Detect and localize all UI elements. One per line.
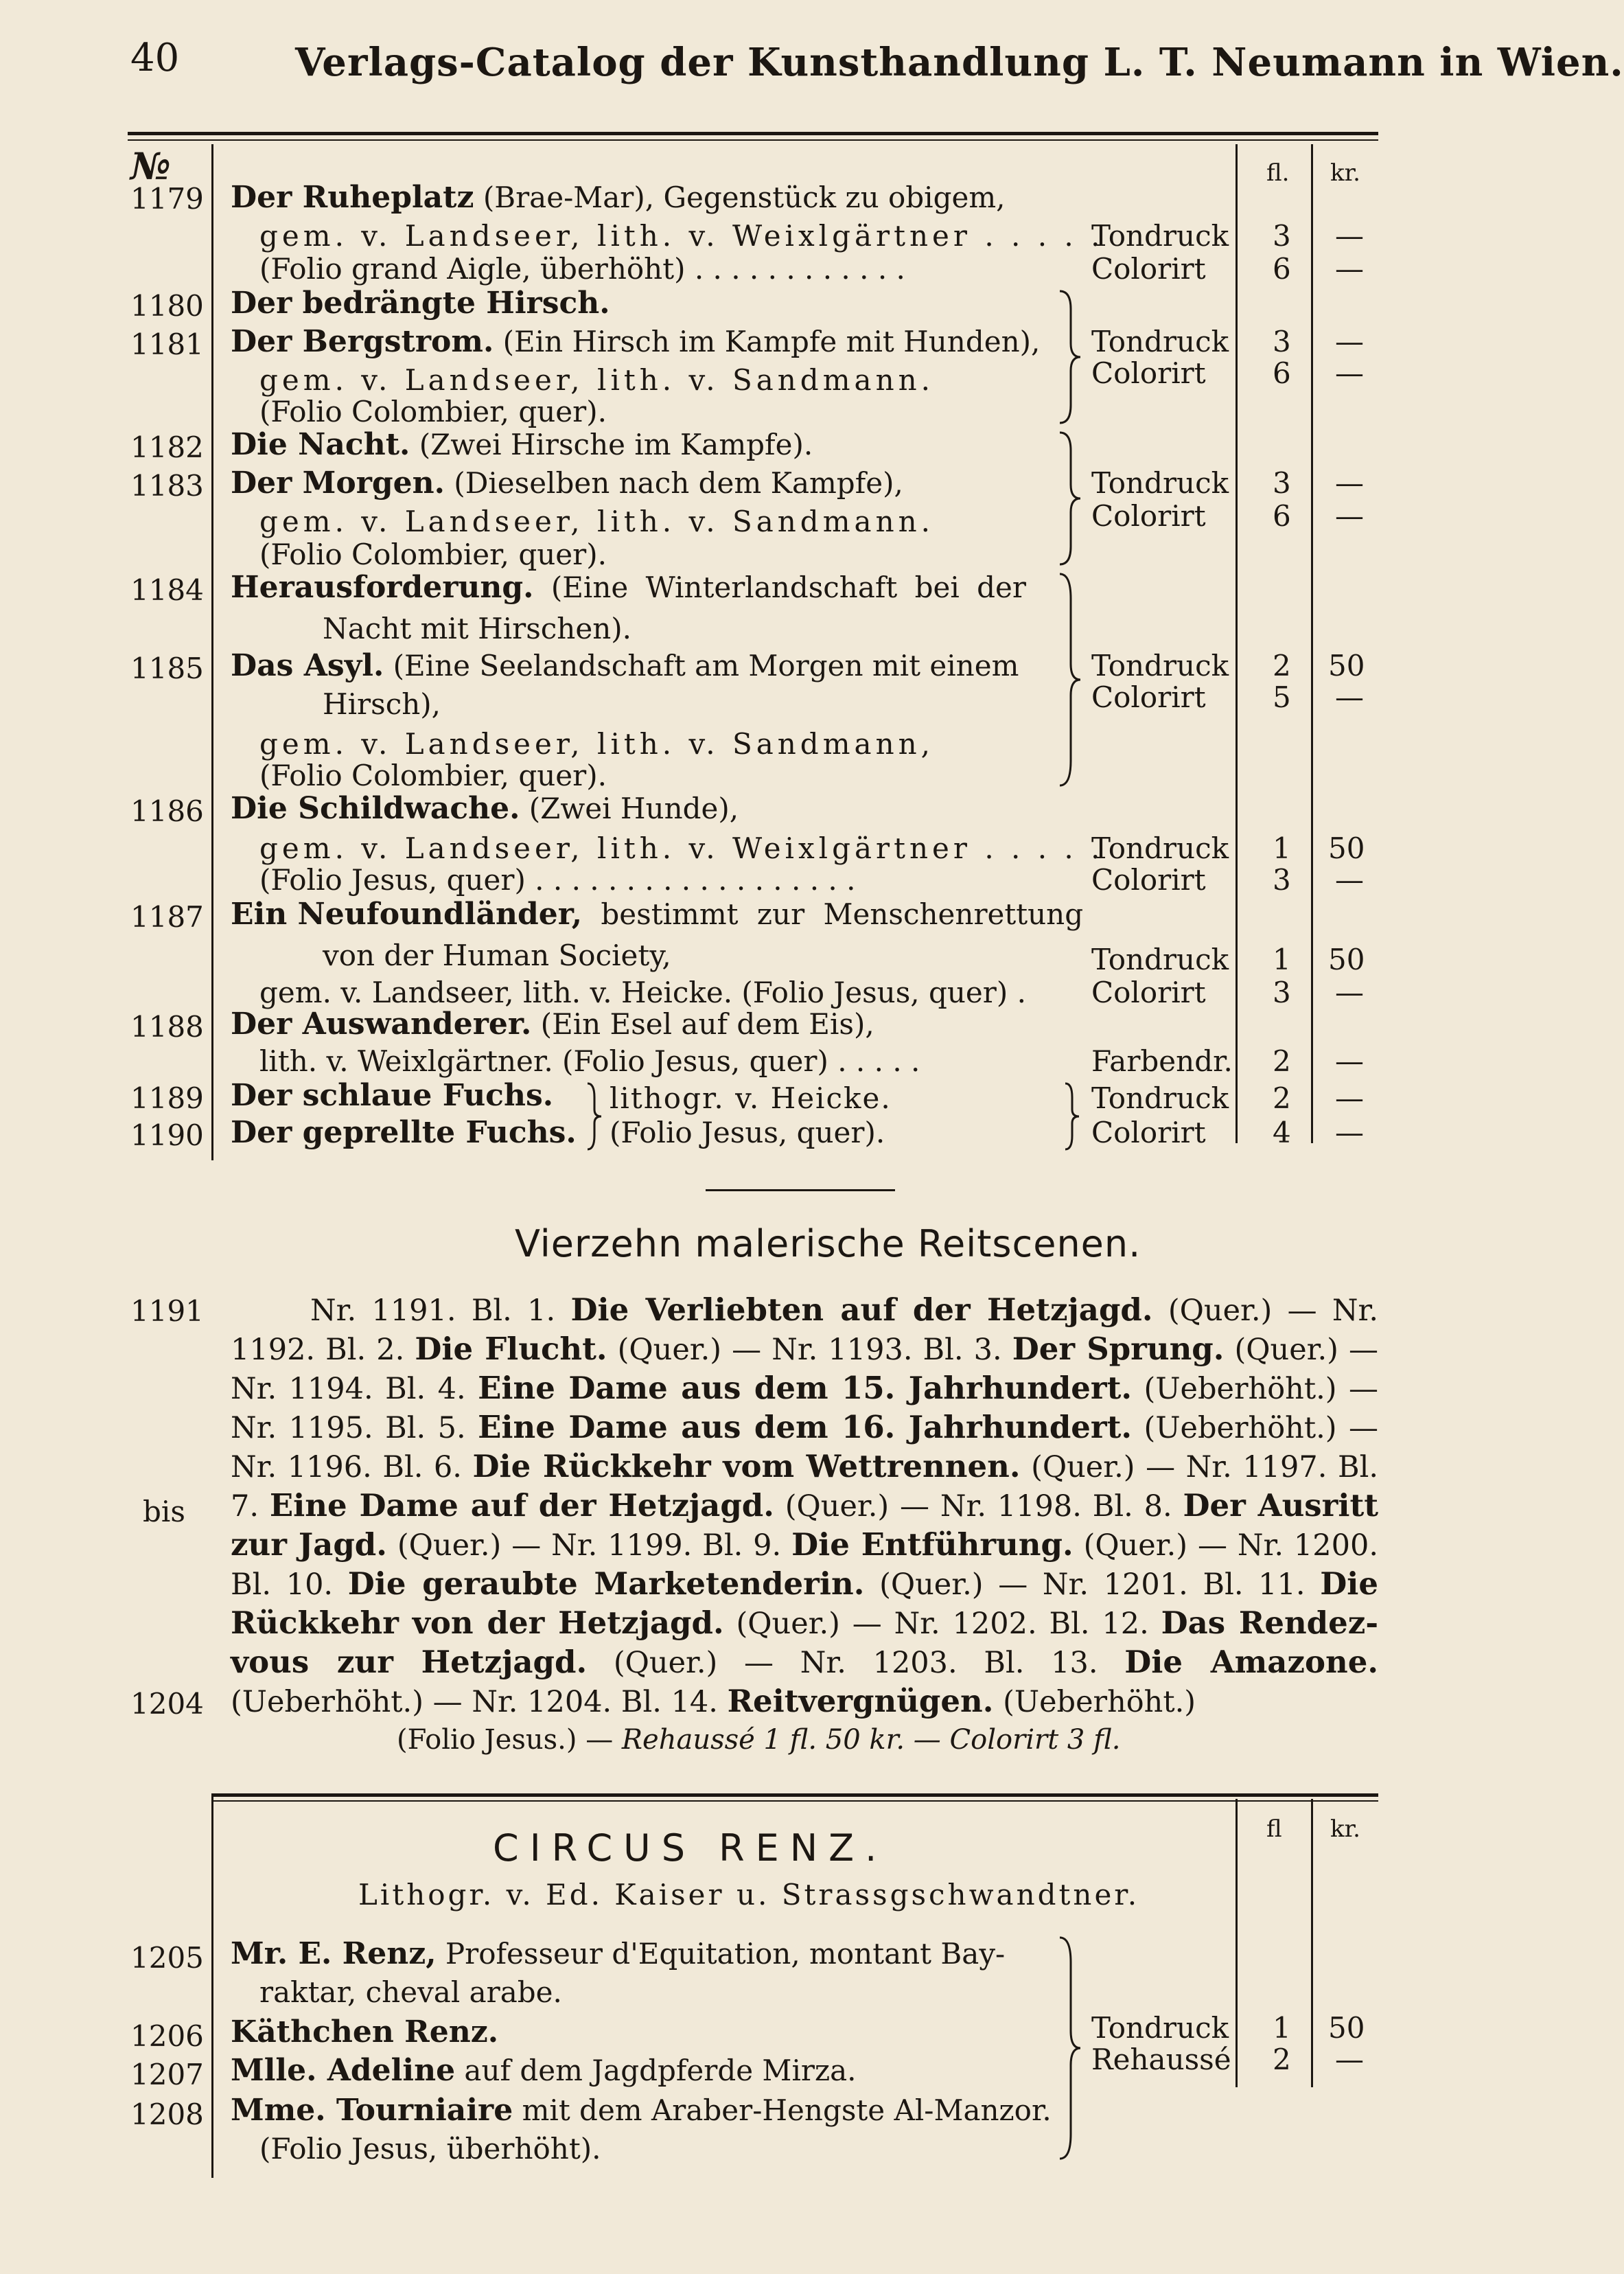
entry-line: (Folio grand Aigle, überhöht) . . . . . . . . . . . . <box>259 252 905 286</box>
kr-column-header: kr. <box>1330 1815 1360 1843</box>
entry-ref: (Quer.) — Nr. 1194. Bl. 4. <box>231 1333 1379 1406</box>
entry-title: Die Nacht. <box>231 427 410 462</box>
entry-line <box>231 570 1047 606</box>
entry-number: 1208 <box>130 2098 204 2131</box>
entry-desc: Professeur d'Equitation, montant Bay- <box>436 1937 1006 1971</box>
price-kr: — <box>1335 219 1364 253</box>
entry-desc: (Zwei Hirsche im Kampfe). <box>410 428 813 461</box>
entry-title: Die Rückkehr von der Hetzjagd. <box>231 1565 1379 1641</box>
price-fl: 6 <box>1273 252 1291 286</box>
entry-line: (Folio Jesus, überhöht). <box>259 2132 601 2166</box>
entry-title: Der Ausritt zur Jagd. <box>231 1487 1379 1563</box>
price-fl: 6 <box>1273 499 1291 533</box>
price-kr: — <box>1335 863 1364 897</box>
entry-line: gem. v. Landseer, lith. v. Weixlgärtner . . . . . <box>259 219 1104 253</box>
kr-column-rule <box>1311 144 1313 1143</box>
entry-number: 1182 <box>130 430 204 464</box>
entry-ref: (Quer.) — Nr. 1202. Bl. 12. <box>736 1607 1149 1641</box>
section-title: Vierzehn malerische Reitscenen. <box>515 1222 1141 1265</box>
section-subtitle: Lithogr. v. Ed. Kaiser u. Strassgschwandtner. <box>358 1878 1140 1911</box>
entry-line <box>231 2093 1052 2128</box>
entry-ref: (Quer.) — Nr. 1203. Bl. 13. <box>613 1646 1098 1680</box>
entry-line: gem. v. Landseer, lith. v. Sandmann, <box>259 727 935 761</box>
entry-title: Eine Dame aus dem 16. Jahrhundert. <box>478 1409 1133 1445</box>
entry-desc: lithogr. v. Heicke. <box>610 1081 892 1115</box>
entry-ref: (Ueberhöht.) <box>1003 1685 1196 1719</box>
fl-column-rule <box>1236 144 1238 1143</box>
entry-ref: (Ueberhöht.) — Nr. 1196. Bl. 6. <box>231 1411 1378 1484</box>
print-type: Tondruck <box>1091 466 1229 500</box>
price-fl: 3 <box>1273 325 1291 358</box>
price-fl: 3 <box>1273 863 1291 897</box>
entry-line <box>231 324 1040 360</box>
entry-line <box>231 897 1083 932</box>
print-type: Colorirt <box>1091 499 1206 533</box>
entry-line: (Folio Colombier, quer). <box>259 395 607 428</box>
page-number: 40 <box>130 36 180 80</box>
entry-title: Die Entführung. <box>791 1526 1074 1563</box>
print-type: Farbendr. <box>1091 1044 1233 1078</box>
entry-title: Herausforderung. <box>231 570 534 605</box>
print-type: Rehaussé <box>1091 2043 1231 2076</box>
entry-ref: (Ueberhöht.) — Nr. 1204. Bl. 14. <box>231 1685 718 1719</box>
entry-number-range: bis <box>143 1495 185 1528</box>
entry-ref: (Quer.) — Nr. 1193. Bl. 3. <box>617 1333 1002 1367</box>
entry-line: lith. v. Weixlgärtner. (Folio Jesus, quer) . . . . . <box>259 1044 920 1078</box>
entry-ref: (Quer.) — Nr. 1192. Bl. 2. <box>231 1294 1379 1367</box>
brace-right <box>1057 430 1084 567</box>
entry-ref: (Ueberhöht.) — Nr. 1195. Bl. 5. <box>231 1372 1378 1445</box>
entry-number: 1188 <box>130 1010 204 1044</box>
entry-line <box>231 2014 498 2050</box>
print-type: Colorirt <box>1091 1116 1206 1149</box>
price-kr: — <box>1335 976 1364 1009</box>
print-type: Colorirt <box>1091 976 1206 1009</box>
print-type: Tondruck <box>1091 649 1229 682</box>
price-fl: 3 <box>1273 466 1291 500</box>
price-note <box>397 1722 1120 1758</box>
entry-title: Die geraubte Marketenderin. <box>347 1565 865 1602</box>
entry-number: 1187 <box>130 900 204 934</box>
section-rule <box>213 1793 1378 1797</box>
price-fl: 1 <box>1273 2011 1291 2045</box>
entry-title: Der Sprung. <box>1012 1331 1225 1367</box>
entry-number: 1180 <box>130 289 204 323</box>
print-type: Tondruck <box>1091 831 1229 865</box>
entry-desc: (Zwei Hunde), <box>520 792 739 825</box>
entry-line: von der Human Society, <box>323 939 671 972</box>
price-kr: — <box>1335 1081 1364 1115</box>
print-type: Colorirt <box>1091 252 1206 286</box>
entry-line: gem. v. Landseer, lith. v. Weixlgärtner . . . . . <box>259 831 1104 865</box>
entry-title: Das Asyl. <box>231 648 384 683</box>
entry-line <box>231 466 903 501</box>
entry-title: Mme. Tourniaire <box>231 2093 513 2128</box>
brace-right <box>1057 1935 1084 2161</box>
entry-line: (Folio Jesus, quer) . . . . . . . . . . . . . . . . . . <box>259 863 856 897</box>
entry-line <box>231 1936 1005 1972</box>
entry-number: 1184 <box>130 573 204 607</box>
brace-right <box>1063 1082 1083 1151</box>
price-kr: — <box>1335 325 1364 358</box>
entry-line: Nacht mit Hirschen). <box>323 612 631 645</box>
entry-number: 1207 <box>130 2058 204 2091</box>
entry-ref: (Quer.) — Nr. 1197. Bl. 7. <box>231 1450 1378 1524</box>
entry-line <box>231 791 739 827</box>
fl-column-header: fl. <box>1266 159 1290 187</box>
entry-line <box>231 1078 553 1114</box>
entry-desc: (Folio Jesus, quer). <box>610 1116 885 1149</box>
print-type: Tondruck <box>1091 2011 1229 2045</box>
reitscenen-paragraph <box>231 1291 1378 1721</box>
entry-number: 1185 <box>130 652 204 685</box>
entry-number: 1183 <box>130 469 204 503</box>
entry-number: 1179 <box>130 182 204 216</box>
entry-line: gem. v. Landseer, lith. v. Heicke. (Folio Jesus, quer) . <box>259 976 1026 1009</box>
price-kr: — <box>1335 466 1364 500</box>
price-kr: 50 <box>1328 649 1365 682</box>
entry-title: Die Verliebten auf der Hetzjagd. <box>570 1291 1153 1328</box>
entry-desc: mit dem Araber-Hengste Al-Manzor. <box>513 2093 1052 2127</box>
entry-ref: (Quer.) — Nr. 1198. Bl. 8. <box>785 1489 1172 1524</box>
print-type: Tondruck <box>1091 1081 1229 1115</box>
entry-title: Die Rückkehr vom Wettrennen. <box>472 1448 1021 1484</box>
entry-line <box>231 2053 856 2089</box>
entry-line <box>231 427 813 463</box>
price-kr: — <box>1335 252 1364 286</box>
entry-desc: auf dem Jagdpferde Mirza. <box>455 2054 857 2087</box>
entry-ref: (Quer.) — Nr. 1199. Bl. 9. <box>397 1528 782 1563</box>
price-fl: 2 <box>1273 649 1291 682</box>
price-kr: 50 <box>1328 943 1365 976</box>
entry-line: Hirsch), <box>323 687 441 721</box>
price-kr: — <box>1335 2043 1364 2076</box>
print-type: Tondruck <box>1091 325 1229 358</box>
header-rule-thin <box>128 139 1378 141</box>
entry-number: 1206 <box>130 2019 204 2053</box>
entry-title: Der geprellte Fuchs. <box>231 1115 577 1150</box>
entry-number: 1205 <box>130 1941 204 1975</box>
entry-line: raktar, cheval arabe. <box>259 1975 562 2009</box>
entry-title: Die Amazone. <box>1124 1644 1378 1680</box>
price-kr: 50 <box>1328 2011 1365 2045</box>
entry-number: 1186 <box>130 794 204 828</box>
fl-column-header: fl <box>1266 1815 1282 1843</box>
entry-title: Der bedrängte Hirsch. <box>231 286 610 321</box>
entry-desc: (Eine Winterlandschaft bei der <box>533 571 1026 604</box>
print-type: Tondruck <box>1091 219 1229 253</box>
entry-title: Der Auswanderer. <box>231 1007 532 1042</box>
number-column-rule <box>211 144 213 1160</box>
brace-right <box>585 1082 605 1151</box>
print-type: Colorirt <box>1091 863 1206 897</box>
entry-ref: Nr. 1191. Bl. 1. <box>310 1294 556 1328</box>
entry-desc: bestimmt zur Menschenrettung <box>582 897 1084 931</box>
entry-ref: (Quer.) — Nr. 1201. Bl. 11. <box>879 1567 1306 1602</box>
kr-column-header: kr. <box>1330 159 1360 187</box>
price-fl: 6 <box>1273 356 1291 390</box>
entry-title: Ein Neufoundländer, <box>231 897 583 932</box>
price-fl: 1 <box>1273 831 1291 865</box>
entry-title: Reitvergnügen. <box>727 1683 994 1719</box>
number-column-rule <box>211 1793 213 2178</box>
print-type: Colorirt <box>1091 680 1206 714</box>
entry-desc: (Brae-Mar), Gegenstück zu obigem, <box>474 181 1006 214</box>
header-rule <box>128 132 1378 135</box>
fl-column-rule <box>1236 1799 1238 2087</box>
price-kr: — <box>1335 356 1364 390</box>
entry-number: 1191 <box>130 1294 204 1328</box>
brace-right <box>1057 288 1084 426</box>
entry-line <box>231 1007 874 1042</box>
entry-title: Die Schildwache. <box>231 791 520 826</box>
entry-title: Das Rendez-vous zur Hetzjagd. <box>231 1605 1378 1680</box>
entry-line <box>231 1115 577 1151</box>
print-type: Colorirt <box>1091 356 1206 390</box>
price-kr: — <box>1335 680 1364 714</box>
price-fl: 5 <box>1273 680 1291 714</box>
entry-title: Der Morgen. <box>231 466 445 501</box>
entry-title: Der schlaue Fuchs. <box>231 1078 554 1113</box>
entry-line <box>231 180 1006 216</box>
kr-column-rule <box>1311 1799 1313 2087</box>
price-fl: 2 <box>1273 1081 1291 1115</box>
price-fl: 3 <box>1273 976 1291 1009</box>
number-column-header: № <box>130 144 171 188</box>
price-fl: 1 <box>1273 943 1291 976</box>
entry-title: Eine Dame auf der Hetzjagd. <box>269 1487 774 1524</box>
price-kr: 50 <box>1328 831 1365 865</box>
price-kr: — <box>1335 1116 1364 1149</box>
entry-ref: (Quer.) — Nr. 1200. Bl. 10. <box>231 1528 1378 1602</box>
entry-number: 1190 <box>130 1118 204 1152</box>
print-type: Tondruck <box>1091 943 1229 976</box>
entry-title: Der Bergstrom. <box>231 324 494 359</box>
section-title: CIRCUS RENZ. <box>493 1826 888 1870</box>
entry-title: Mlle. Adeline <box>231 2053 456 2088</box>
entry-line: gem. v. Landseer, lith. v. Sandmann. <box>259 505 935 538</box>
price-note-prices: Rehaussé 1 fl. 50 kr. — Colorirt 3 fl. <box>621 1724 1121 1756</box>
entry-desc: (Eine Seelandschaft am Morgen mit einem <box>384 649 1019 682</box>
section-rule-thin <box>213 1800 1378 1802</box>
entry-number: 1181 <box>130 328 204 361</box>
price-note-format: (Folio Jesus.) — <box>397 1724 614 1756</box>
entry-line: gem. v. Landseer, lith. v. Sandmann. <box>259 363 935 397</box>
entry-line: (Folio Colombier, quer). <box>259 538 607 571</box>
entry-desc: (Ein Esel auf dem Eis), <box>531 1007 874 1041</box>
entry-number: 1204 <box>130 1687 204 1721</box>
entry-title: Mr. E. Renz, <box>231 1936 437 1971</box>
entry-line <box>231 286 610 321</box>
price-fl: 2 <box>1273 2043 1291 2076</box>
entry-line <box>231 648 1019 684</box>
price-fl: 4 <box>1273 1116 1291 1149</box>
entry-title: Eine Dame aus dem 15. Jahrhundert. <box>478 1370 1133 1406</box>
entry-title: Der Ruheplatz <box>231 180 474 215</box>
entry-title: Die Flucht. <box>415 1331 607 1367</box>
brace-right <box>1057 571 1084 788</box>
price-fl: 2 <box>1273 1044 1291 1078</box>
price-kr: — <box>1335 499 1364 533</box>
price-fl: 3 <box>1273 219 1291 253</box>
entry-desc: (Ein Hirsch im Kampfe mit Hunden), <box>494 325 1041 358</box>
section-divider <box>706 1189 895 1191</box>
entry-title: Käthchen Renz. <box>231 2014 499 2049</box>
price-kr: — <box>1335 1044 1364 1078</box>
running-title: Verlags-Catalog der Kunsthandlung L. T. Neumann in Wien. <box>295 40 1624 85</box>
entry-line: (Folio Colombier, quer). <box>259 759 607 792</box>
entry-desc: (Dieselben nach dem Kampfe), <box>444 466 903 500</box>
entry-number: 1189 <box>130 1081 204 1115</box>
